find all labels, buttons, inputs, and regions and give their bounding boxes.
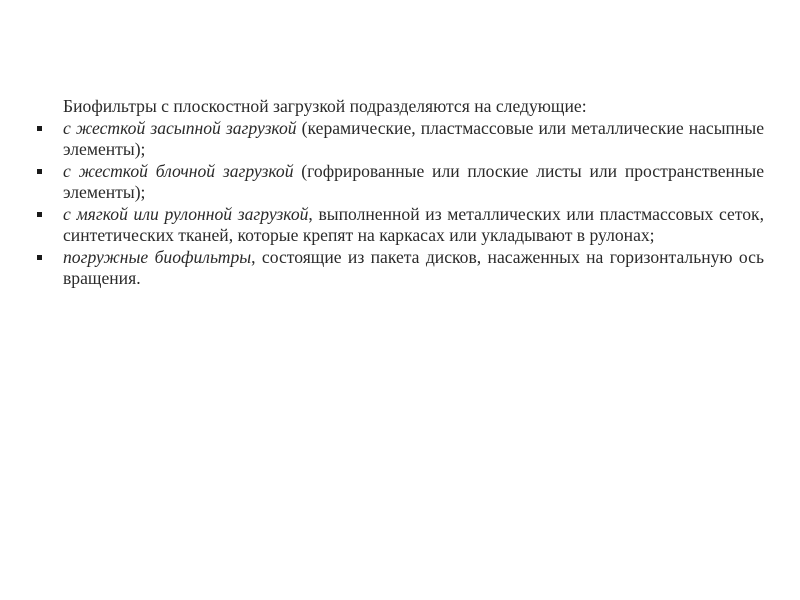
item-term: погружные биофильтры	[63, 246, 252, 267]
list-item	[35, 247, 764, 290]
item-term: с жесткой блочной загрузкой	[63, 160, 294, 181]
square-bullet-icon	[37, 126, 42, 131]
item-term: с мягкой или рулонной загрузкой	[63, 203, 309, 224]
item-text: (гофрированные или плоские листы или пространственные элементы);	[63, 160, 765, 202]
list-item	[35, 118, 764, 161]
text-block	[35, 96, 764, 290]
item-text: , выполненной из металлических или пластмассовых сеток, синтетических тканей, которые крепят на каркасах или укладывают в рулонах;	[63, 203, 764, 245]
square-bullet-icon	[37, 255, 42, 260]
bullet-list	[35, 118, 764, 290]
item-text: (керамические, пластмассовые или металлические насыпные элементы);	[63, 117, 765, 159]
list-item	[35, 161, 764, 204]
item-text: , состоящие из пакета дисков, насаженных на горизонтальную ось вращения.	[63, 246, 765, 288]
intro-paragraph: Биофильтры с плоскостной загрузкой подразделяются на следующие:	[63, 96, 587, 116]
square-bullet-icon	[37, 212, 42, 217]
item-term: с жесткой засыпной загрузкой	[63, 117, 297, 138]
square-bullet-icon	[37, 169, 42, 174]
list-item	[35, 204, 764, 247]
